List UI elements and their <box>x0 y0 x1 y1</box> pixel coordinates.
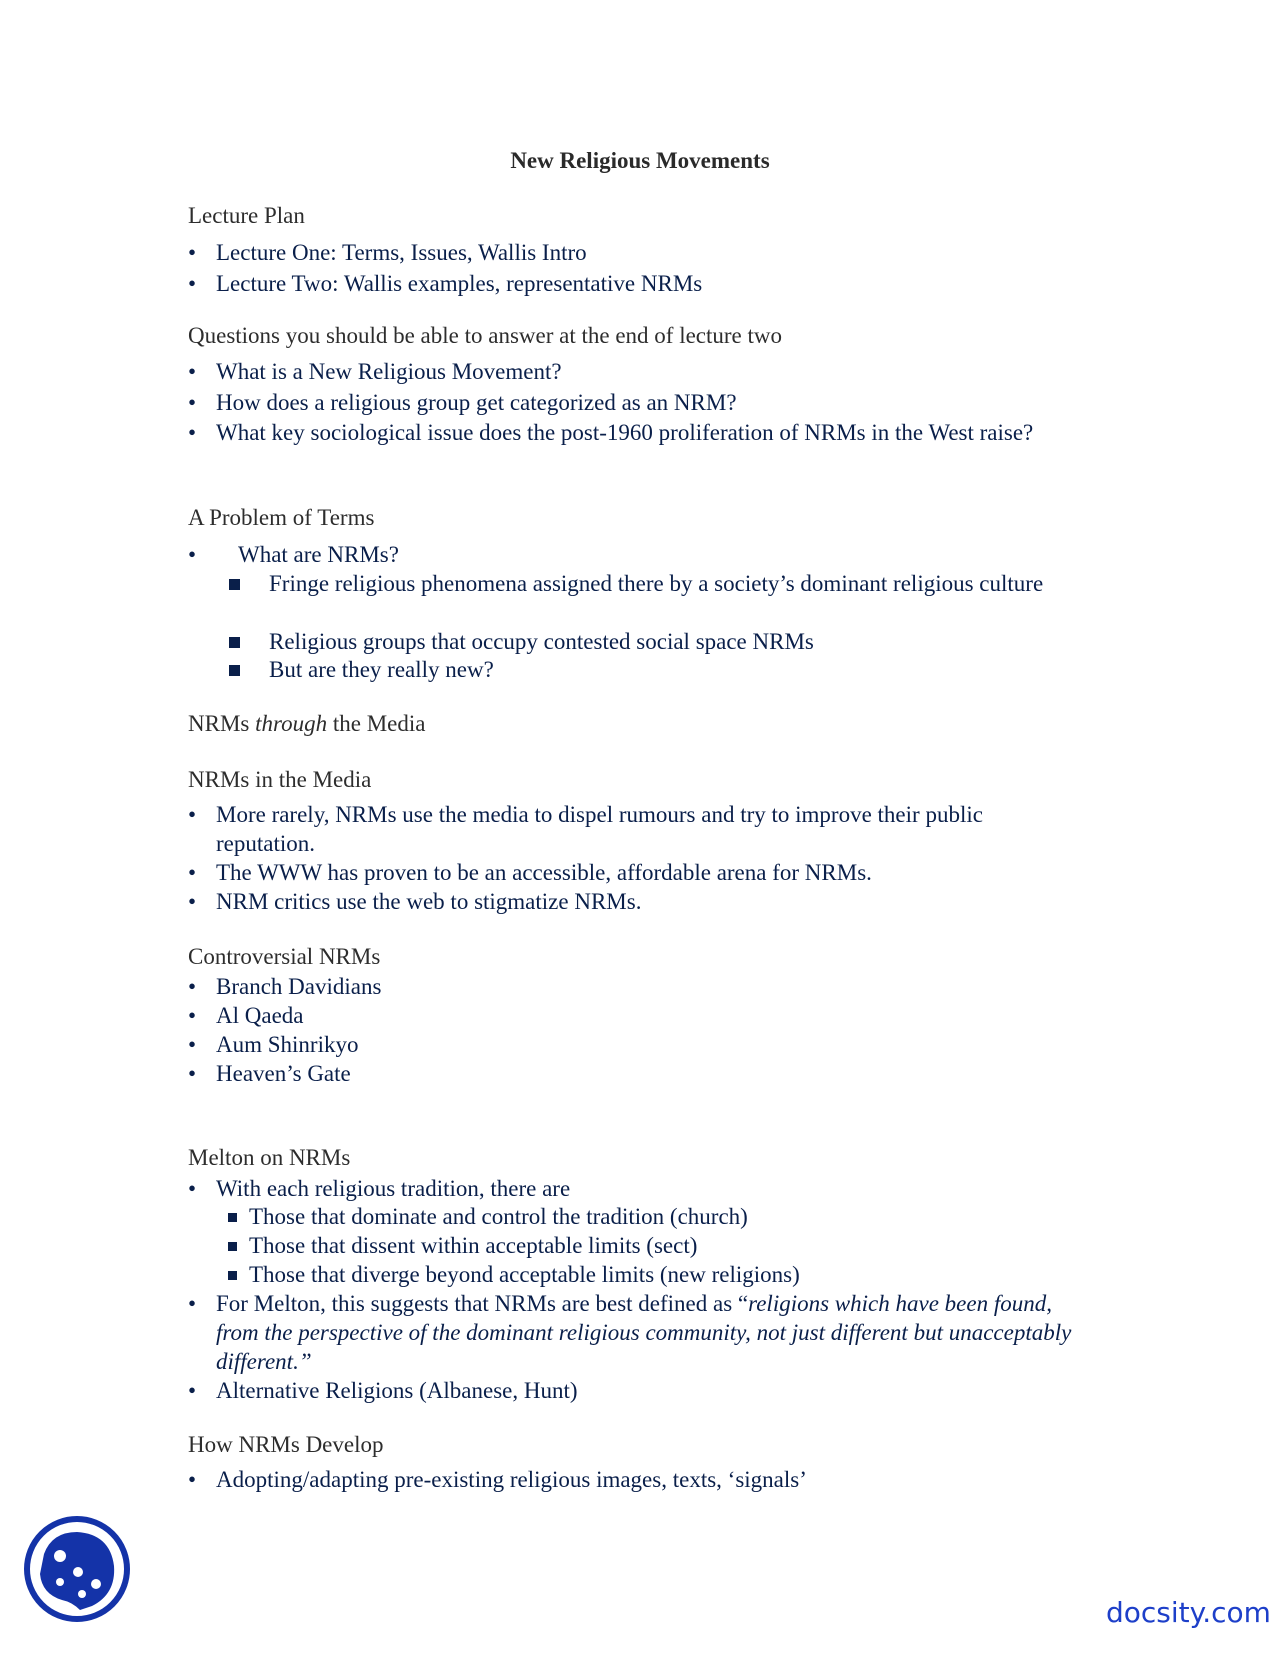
sub-list-item: Those that dissent within acceptable limits (sect) <box>228 1231 1088 1260</box>
square-bullet <box>229 637 240 648</box>
list-item: • Lecture One: Terms, Issues, Wallis Intro <box>188 240 587 265</box>
bullet: • <box>188 271 197 296</box>
list-item: • Heaven’s Gate <box>188 1061 351 1086</box>
bullet: • <box>188 1378 197 1403</box>
bullet: • <box>188 420 197 445</box>
list-item: • More rarely, NRMs use the media to dispel rumours and try to improve their public reputation. <box>188 802 983 856</box>
bullet: • <box>188 1032 197 1057</box>
square-bullet <box>228 1271 237 1280</box>
docsity-brand-text: docsity.com <box>1106 1596 1271 1629</box>
sub-list-item: Religious groups that occupy contested social space NRMs <box>229 627 1089 656</box>
list-item: • The WWW has proven to be an accessible, affordable arena for NRMs. <box>188 860 872 885</box>
list-item: • Branch Davidians <box>188 974 382 999</box>
section-heading-problem-of-terms: A Problem of Terms <box>188 505 375 530</box>
page-title: New Religious Movements <box>510 148 770 173</box>
section-heading-nrms-in-media: NRMs in the Media <box>188 767 372 792</box>
list-item: • With each religious tradition, there are <box>188 1176 571 1201</box>
list-item: • What are NRMs? <box>188 542 399 567</box>
bullet: • <box>188 974 197 999</box>
bullet: • <box>188 359 197 384</box>
list-item: • How does a religious group get categorized as an NRM? <box>188 390 737 415</box>
list-item: • Aum Shinrikyo <box>188 1032 359 1057</box>
bullet: • <box>188 390 197 415</box>
square-bullet <box>228 1213 237 1222</box>
bullet: • <box>188 240 197 265</box>
section-heading-melton: Melton on NRMs <box>188 1145 351 1170</box>
section-heading-lecture-plan: Lecture Plan <box>188 203 305 228</box>
list-item: • NRM critics use the web to stigmatize NRMs. <box>188 889 642 914</box>
docsity-logo-icon <box>22 1514 132 1624</box>
section-heading-nrms-through-media: NRMs through the Media <box>188 711 426 736</box>
list-item: • What key sociological issue does the post-1960 proliferation of NRMs in the West raise? <box>188 420 1034 445</box>
sub-list-item: Those that dominate and control the tradition (church) <box>228 1202 1088 1231</box>
list-item: • Al Qaeda <box>188 1003 304 1028</box>
square-bullet <box>229 579 240 590</box>
list-item: • What is a New Religious Movement? <box>188 359 562 384</box>
bullet: • <box>188 1467 197 1492</box>
bullet: • <box>188 802 197 827</box>
sub-list-item: But are they really new? <box>229 655 1089 684</box>
bullet: • <box>188 889 197 914</box>
bullet: • <box>188 1003 197 1028</box>
section-heading-questions: Questions you should be able to answer at the end of lecture two <box>188 323 783 348</box>
list-item-melton-definition: • For Melton, this suggests that NRMs are best defined as “religions which have been found, from the perspective of the dominant religious community, not just different but unacceptably different.” <box>188 1291 1072 1374</box>
bullet: • <box>188 1176 197 1201</box>
section-heading-controversial-nrms: Controversial NRMs <box>188 944 381 969</box>
square-bullet <box>228 1242 237 1251</box>
list-item: • Lecture Two: Wallis examples, representative NRMs <box>188 271 703 296</box>
bullet: • <box>188 1061 197 1086</box>
sub-list-item: Those that diverge beyond acceptable limits (new religions) <box>228 1260 1088 1289</box>
square-bullet <box>229 665 240 676</box>
bullet: • <box>188 542 197 567</box>
bullet: • <box>188 860 197 885</box>
sub-list-item: Fringe religious phenomena assigned there by a society’s dominant religious culture <box>229 569 1059 598</box>
list-item: • Adopting/adapting pre-existing religious images, texts, ‘signals’ <box>188 1467 807 1492</box>
bullet: • <box>188 1291 197 1316</box>
list-item: • Alternative Religions (Albanese, Hunt) <box>188 1378 578 1403</box>
section-heading-how-nrms-develop: How NRMs Develop <box>188 1432 384 1457</box>
